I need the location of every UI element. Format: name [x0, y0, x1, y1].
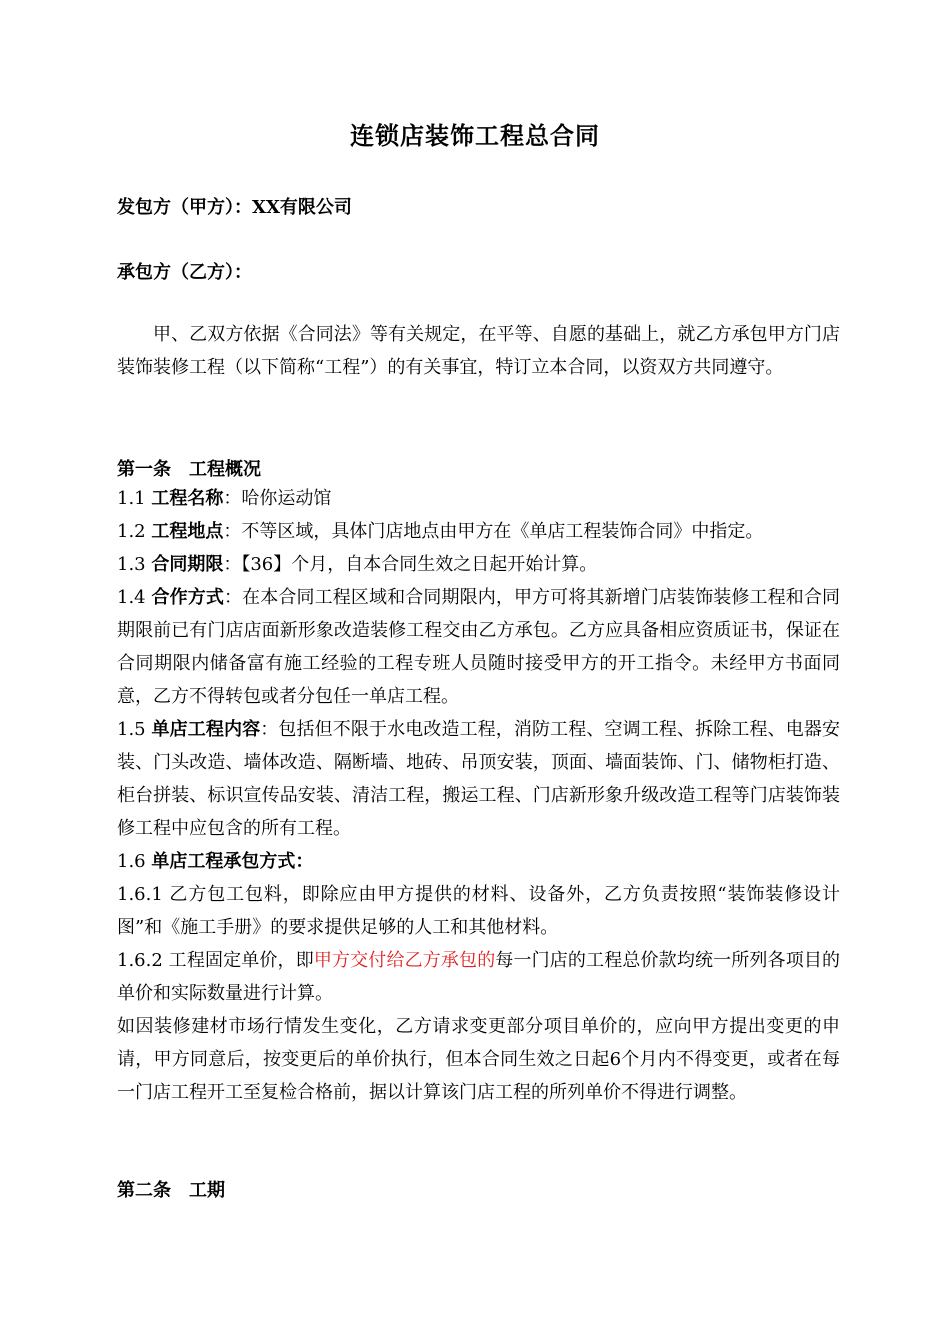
clause-1-2 [117, 515, 840, 548]
clause-colon: ： [223, 521, 242, 542]
clause-colon: ： [223, 554, 242, 575]
clause-number: 1.4 [117, 587, 152, 608]
clause-label: 合同期限 [151, 554, 224, 575]
clause-1-6-2 [117, 944, 840, 1010]
clause-1-3 [117, 548, 840, 581]
intro-paragraph: 甲、乙双方依据《合同法》等有关规定，在平等、自愿的基础上，就乙方承包甲方门店装饰装修工程（以下简称“工程”）的有关事宜，特订立本合同，以资双方共同遵守。 [117, 324, 840, 378]
party-a: 发包方（甲方）：XX有限公司 [117, 197, 352, 218]
clause-number: 1.3 [117, 554, 152, 575]
highlighted-text: 甲方交付给乙方承包的 [313, 950, 496, 971]
clause-label: 单店工程内容 [151, 719, 261, 740]
clause-number: 1.2 [117, 521, 152, 542]
clause-label: 工程名称 [151, 488, 224, 509]
document-title: 连锁店装饰工程总合同 [350, 121, 600, 150]
clause-1-6-1: 1.6.1 乙方包工包料，即除应由甲方提供的材料、设备外，乙方负责按照“装饰装修设计图”和《施工手册》的要求提供足够的人工和其他材料。 [117, 884, 840, 938]
clause-text: 包括但不限于水电改造工程，消防工程、空调工程、拆除工程、电器安装、门头改造、墙体改造、隔断墙、地砖、吊顶安装，顶面、墙面装饰、门、储物柜打造、柜台拼装、标识宣传品安装、清洁工程，搬运工程、门店新形象升级改造工程等门店装饰装修工程中应包含的所有工程。 [117, 719, 841, 839]
clause-number: 1.6 [117, 851, 152, 872]
party-b: 承包方（乙方）： [117, 262, 252, 283]
clause-label: 工程地点 [151, 521, 224, 542]
clause-1-1 [117, 482, 840, 515]
clause-1-4 [117, 581, 840, 713]
clause-text: 哈你运动馆 [241, 488, 332, 509]
clause-label: 单店工程承包方式 [151, 851, 296, 872]
clause-colon: ： [223, 587, 243, 608]
clause-text: 在本合同工程区域和合同期限内，甲方可将其新增门店装饰装修工程和合同期限前已有门店店面新形象改造装修工程交由乙方承包。乙方应具备相应资质证书，保证在合同期限内储备富有施工经验的工程专班人员随时接受甲方的开工指令。未经甲方书面同意，乙方不得转包或者分包任一单店工程。 [117, 587, 841, 707]
clause-colon: ： [223, 488, 242, 509]
clause-1-5 [117, 713, 840, 845]
clause-number: 1.5 [117, 719, 152, 740]
clause-text: 【36】个月，自本合同生效之日起开始计算。 [241, 554, 598, 575]
clause-text: 每一门店的工程总价款均统一所列各项目的单价和实际数量进行计算。 [117, 950, 841, 1004]
article-2-heading: 第二条 工期 [117, 1180, 225, 1201]
clause-1-6 [117, 845, 840, 878]
clause-text: 1.6.2 工程固定单价，即 [117, 950, 314, 971]
price-change-paragraph: 如因装修建材市场行情发生变化，乙方请求变更部分项目单价的，应向甲方提出变更的申请，甲方同意后，按变更后的单价执行，但本合同生效之日起6个月内不得变更，或者在每一门店工程开工至复检合格前，据以计算该门店工程的所列单价不得进行调整。 [117, 1016, 840, 1103]
article-1-body [117, 482, 840, 1109]
clause-label: 合作方式 [151, 587, 224, 608]
clause-colon: ： [295, 851, 314, 872]
clause-colon: ： [260, 719, 279, 740]
article-1-heading: 第一条 工程概况 [117, 459, 261, 480]
clause-text: 不等区域，具体门店地点由甲方在《单店工程装饰合同》中指定。 [241, 521, 764, 542]
clause-number: 1.1 [117, 488, 152, 509]
